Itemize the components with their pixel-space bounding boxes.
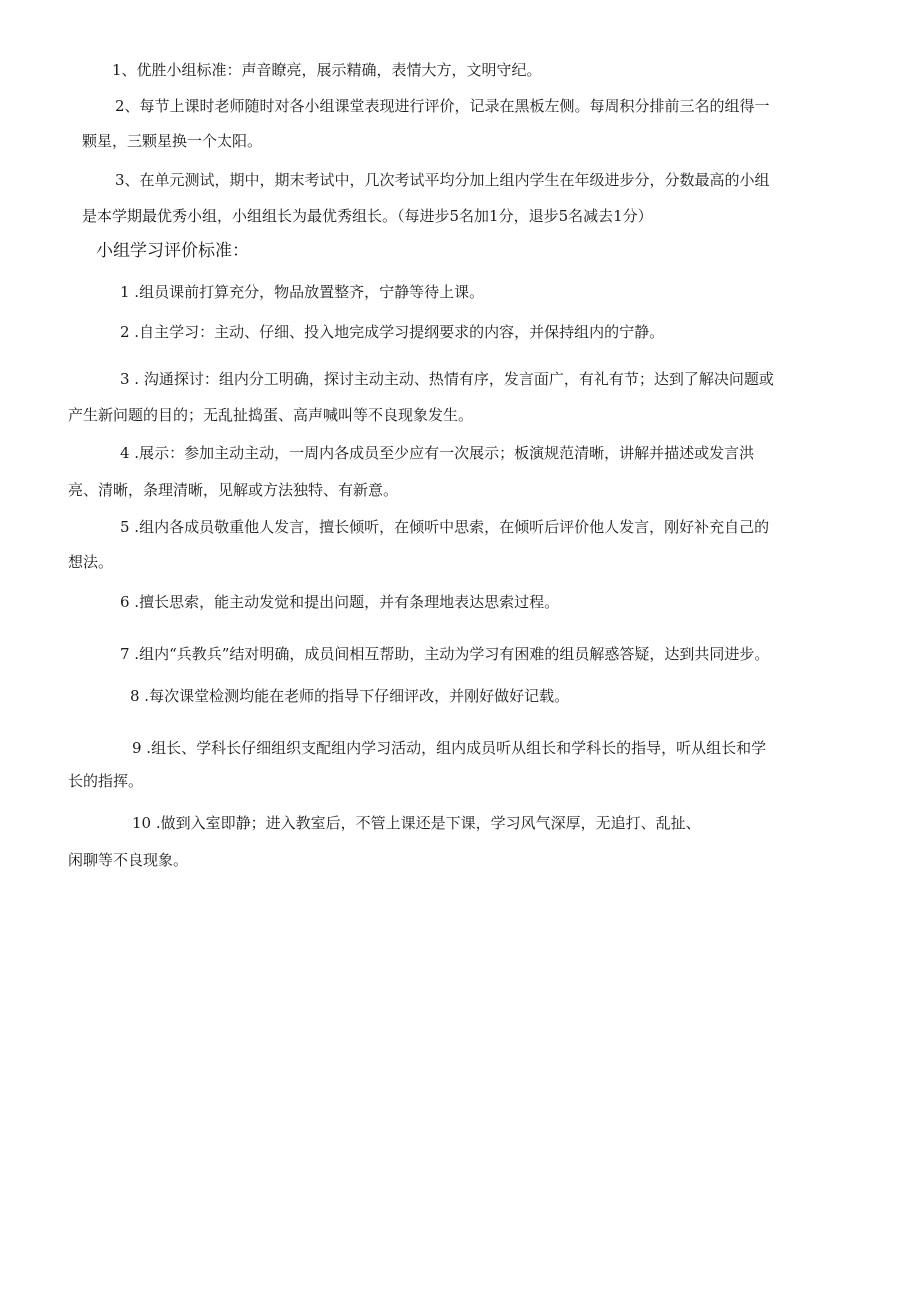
criterion-line-2b: 颗星，三颗星换一个太阳。 — [82, 132, 263, 150]
item-line-5a: 5 .组内各成员敬重他人发言，擅长倾听，在倾听中思索，在倾听后评价他人发言，刚好补充自己的 — [120, 518, 770, 536]
item-line-2: 2 .自主学习：主动、仔细、投入地完成学习提纲要求的内容，并保持组内的宁静。 — [120, 323, 665, 341]
item-line-7: 7 .组内“兵教兵”结对明确，成员间相互帮助，主动为学习有困难的组员解惑答疑，达到共同进步。 — [120, 645, 770, 663]
criterion-line-2a: 2、每节上课时老师随时对各小组课堂表现进行评价，记录在黑板左侧。每周积分排前三名的组得一 — [115, 97, 770, 115]
item-line-10b: 闲聊等不良现象。 — [68, 851, 189, 869]
item-line-4a: 4 .展示：参加主动主动，一周内各成员至少应有一次展示；板演规范清晰，讲解并描述或发言洪 — [120, 444, 755, 462]
section-title: 小组学习评价标准： — [96, 241, 249, 261]
criterion-line-1: 1、优胜小组标准：声音瞭亮，展示精确，表情大方，文明守纪。 — [112, 61, 542, 79]
item-line-10a: 10 .做到入室即静；进入教室后，不管上课还是下课，学习风气深厚，无追打、乱扯、 — [132, 814, 701, 832]
item-line-6: 6 .擅长思索，能主动发觉和提出问题，并有条理地表达思索过程。 — [120, 593, 560, 611]
criterion-line-3b: 是本学期最优秀小组，小组组长为最优秀组长。（每进步5名加1分，退步5名减去1分） — [82, 207, 653, 225]
item-line-8: 8 .每次课堂检测均能在老师的指导下仔细评改，并刚好做好记载。 — [130, 687, 570, 705]
item-line-5b: 想法。 — [68, 553, 114, 571]
item-line-9b: 长的指挥。 — [68, 772, 144, 790]
item-line-4b: 亮、清晰，条理清晰，见解或方法独特、有新意。 — [68, 481, 399, 499]
criterion-line-3a: 3、在单元测试，期中，期末考试中，几次考试平均分加上组内学生在年级进步分，分数最高的小组 — [115, 171, 770, 189]
item-line-3b: 产生新问题的目的；无乱扯捣蛋、高声喊叫等不良现象发生。 — [68, 406, 474, 424]
item-line-9a: 9 .组长、学科长仔细组织支配组内学习活动，组内成员听从组长和学科长的指导，听从组长和学 — [132, 739, 767, 757]
item-line-1: 1 .组员课前打算充分，物品放置整齐，宁静等待上课。 — [120, 283, 485, 301]
item-line-3a: 3 . 沟通探讨：组内分工明确，探讨主动主动、热情有序，发言面广，有礼有节；达到了解决问题或 — [120, 370, 774, 388]
